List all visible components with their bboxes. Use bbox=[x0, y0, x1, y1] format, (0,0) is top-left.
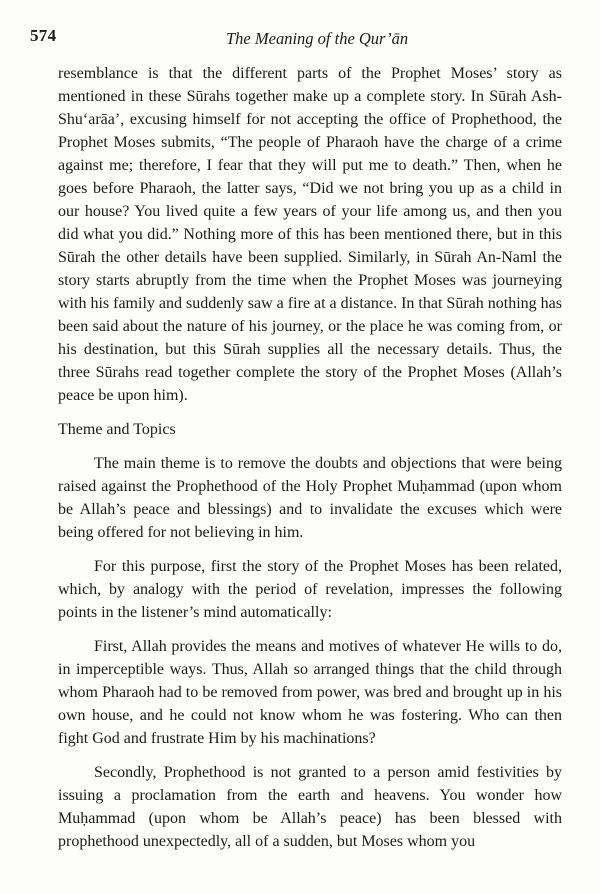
running-head: The Meaning of the Qur’ān bbox=[226, 29, 409, 48]
paragraph-purpose: For this purpose, first the story of the Prophet Moses has been related, which, by analogy with the period of revelation, impresses the following points in the listener’s mind automatically: bbox=[58, 558, 562, 621]
paragraph-second-point: Secondly, Prophethood is not granted to a person amid festivities by issuing a proclamation from the earth and heavens. You wonder how Muḥammad (upon whom be Allah’s peace) has been blessed with prophethood unexpectedly, all of a sudden, but Moses whom you bbox=[58, 764, 562, 850]
body-text bbox=[58, 62, 562, 853]
page-number: 574 bbox=[30, 26, 57, 45]
page-header bbox=[30, 26, 570, 48]
paragraph-continuation: resemblance is that the different parts of the Prophet Moses’ story as mentioned in these Sūrahs together make up a complete story. In Sūrah Ash-Shu‘arāa’, excusing himself for not accepting the office of Prophethood, the Prophet Moses submits, “The people of Pharaoh have the charge of a crime against me; therefore, I fear that they will put me to death.” Then, when he goes before Pharaoh, the latter says, “Did we not bring you up as a child in our house? You lived quite a few years of your life among us, and then you did what you did.” Nothing more of this has been mentioned there, but in this Sūrah the other details have been supplied. Similarly, in Sūrah An-Naml the story starts abruptly from the time when the Prophet Moses was journeying with his family and suddenly saw a fire at a distance. In that Sūrah nothing has been said about the nature of his journey, or the place he was coming from, or his destination, but this Sūrah supplies all the necessary details. Thus, the three Sūrahs read together complete the story of the Prophet Moses (Allah’s peace be upon him). bbox=[58, 65, 562, 404]
paragraph-main-theme: The main theme is to remove the doubts and objections that were being raised against the Prophethood of the Holy Prophet Muḥammad (upon whom be Allah’s peace and blessings) and to invalidate the excuses which were being offered for not believing in him. bbox=[58, 455, 562, 541]
section-heading: Theme and Topics bbox=[58, 421, 176, 438]
paragraph-first-point: First, Allah provides the means and motives of whatever He wills to do, in imperceptible ways. Thus, Allah so arranged things that the child through whom Pharaoh had to be removed from power, was bred and brought up in his own house, and he could not know whom he was fostering. Who can then fight God and frustrate Him by his machinations? bbox=[58, 638, 562, 747]
